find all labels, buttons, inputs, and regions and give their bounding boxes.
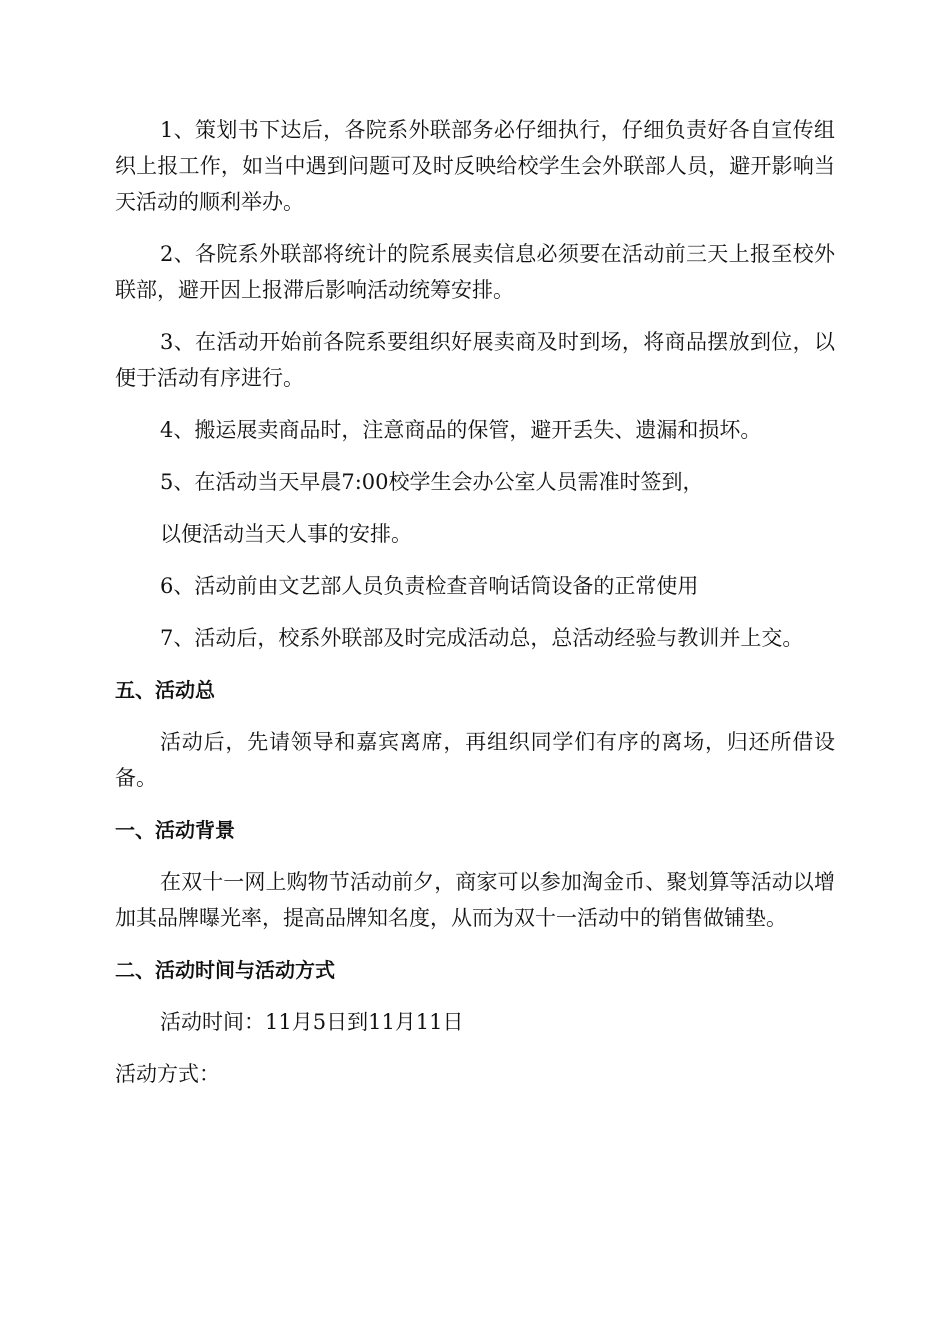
section-heading-time-method: 二、活动时间与活动方式 [115,958,335,982]
section-summary-body: 活动后，先请领导和嘉宾离席，再组织同学们有序的离场，归还所借设备。 [115,730,835,790]
document-body [115,112,835,1108]
paragraph-item-2: 2、各院系外联部将统计的院系展卖信息必须要在活动前三天上报至校外联部，避开因上报滞后影响活动统筹安排。 [115,242,835,302]
paragraph-item-4: 4、搬运展卖商品时，注意商品的保管，避开丢失、遗漏和损坏。 [160,418,762,442]
activity-time: 活动时间：11月5日到11月11日 [160,1010,464,1034]
section-heading-summary: 五、活动总 [115,678,215,702]
paragraph-item-7: 7、活动后，校系外联部及时完成活动总，总活动经验与教训并上交。 [160,626,804,650]
paragraph-item-3: 3、在活动开始前各院系要组织好展卖商及时到场，将商品摆放到位，以便于活动有序进行。 [115,330,835,390]
paragraph-item-5-continued: 以便活动当天人事的安排。 [160,522,412,546]
paragraph-item-1: 1、策划书下达后，各院系外联部务必仔细执行，仔细负责好各自宣传组织上报工作，如当中遇到问题可及时反映给校学生会外联部人员，避开影响当天活动的顺利举办。 [115,118,835,214]
section-heading-background: 一、活动背景 [115,818,235,842]
paragraph-item-5: 5、在活动当天早晨7:00校学生会办公室人员需准时签到， [160,470,704,494]
activity-method: 活动方式： [115,1062,220,1086]
paragraph-item-6: 6、活动前由文艺部人员负责检查音响话筒设备的正常使用 [160,574,699,598]
section-background-body: 在双十一网上购物节活动前夕，商家可以参加淘金币、聚划算等活动以增加其品牌曝光率，提高品牌知名度，从而为双十一活动中的销售做铺垫。 [115,870,835,930]
